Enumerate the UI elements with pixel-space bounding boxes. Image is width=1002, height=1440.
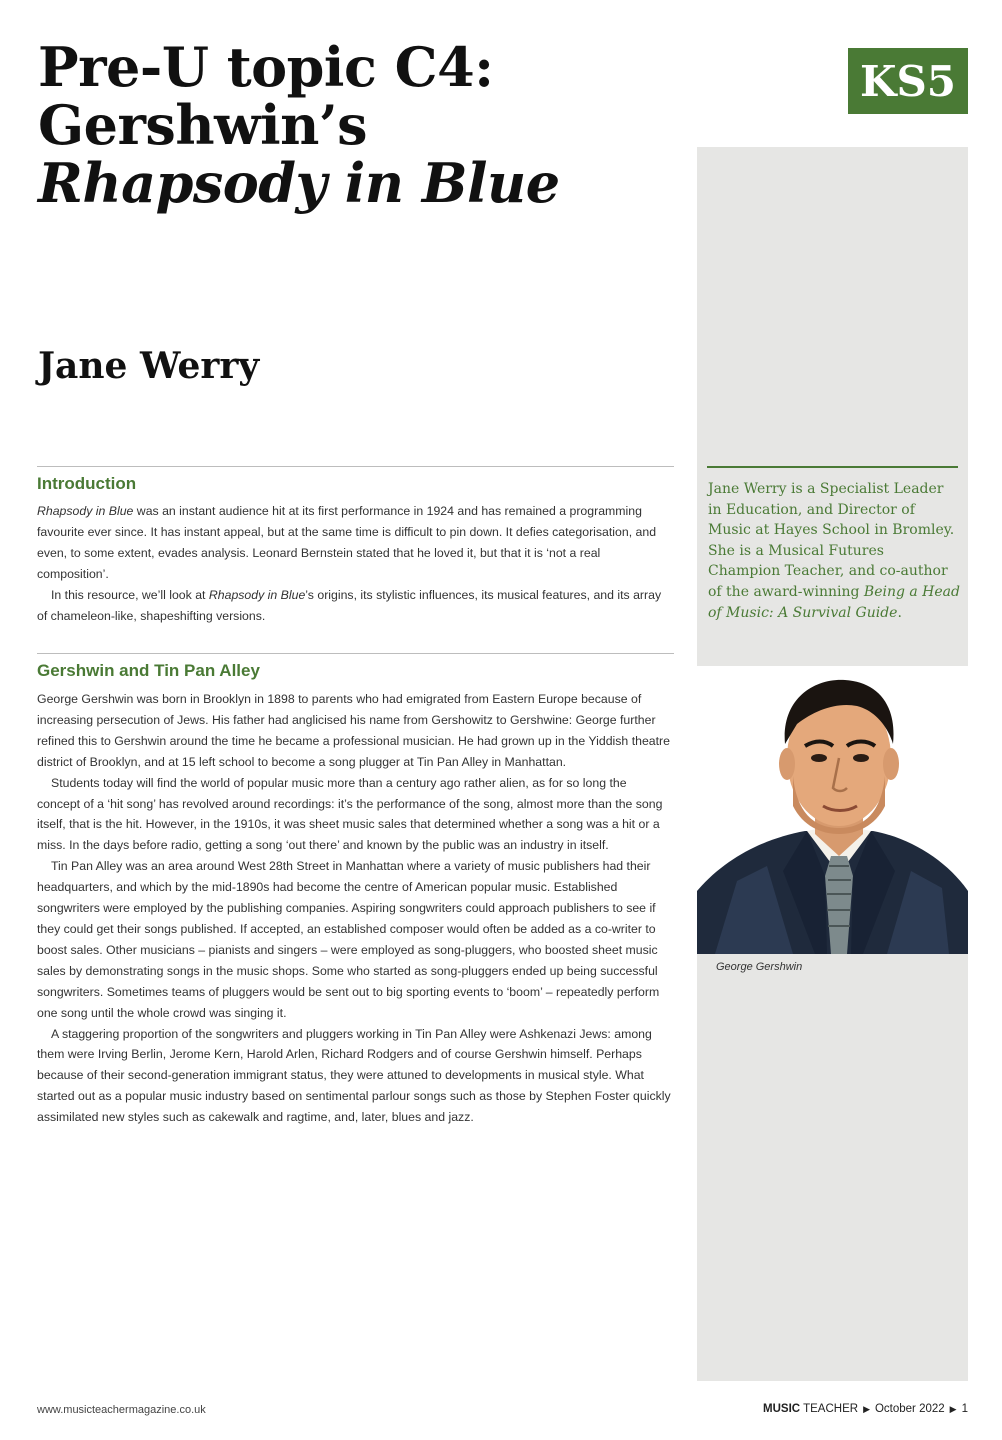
intro-p1-text: was an instant audience hit at its first performance in 1924 and has remained a programming favourite ever since. It has instant appeal, but at the same time is difficult to pin down. It defies categorisation, and even, to some extent, evades analysis. Leonard Bernstein stated that he loved it, but that it is ‘not a real composition’. <box>37 504 657 581</box>
section-divider-2 <box>37 653 674 654</box>
portrait-svg <box>697 666 968 954</box>
title-line-2: Gershwin’s <box>38 93 368 157</box>
body-paragraph-3: Tin Pan Alley was an area around West 28th Street in Manhattan where a variety of music publishers had their headquarters, and which by the mid-1890s had become the centre of American popular music. Established songwriters were employed by the publishing companies. Aspiring songwriters could approach publishers to see if they could get their songs published. If accepted, an established composer would often be added as a co-writer to boost sales. Other musicians – pianists and singers – were employed as song-pluggers, who boosted sheet music sales by demonstrating songs in the music shops. Some who started as song-pluggers ended up being successful songwriters. Sometimes teams of pluggers would be sent out to big sporting events to ‘boom’ – repeatedly perform one song until the whole crowd was singing it. <box>37 859 660 1020</box>
key-stage-badge: KS5 <box>848 48 968 114</box>
intro-p2-end: ’s origins, its stylistic influences, its musical features, and its array of chameleon-like, shapeshifting versions. <box>37 587 662 623</box>
tin-pan-alley-body <box>37 689 673 1128</box>
footer-brand-rest: TEACHER <box>803 1403 859 1415</box>
footer-url: www.musicteachermagazine.co.uk <box>37 1404 206 1416</box>
footer-brand-bold: MUSIC <box>763 1403 801 1415</box>
portrait-caption: George Gershwin <box>716 961 803 973</box>
title-line-1: Pre-U topic C4: <box>38 35 494 99</box>
introduction-body <box>37 501 673 626</box>
triangle-right-icon: ▶ <box>949 1403 957 1414</box>
footer-brand <box>763 1403 858 1415</box>
intro-p1-italic: Rhapsody in Blue <box>37 504 134 518</box>
intro-paragraph-2 <box>37 585 673 627</box>
body-paragraph-1: George Gershwin was born in Brooklyn in 1898 to parents who had emigrated from Eastern Europe because of increasing persecution of Jews. His father had anglicised his name from Gershowitz to Gershwine: George further refined this to Gershwin around the time he became a professional musician. He had grown up in the Yiddish theatre district of Brooklyn, and at 15 left school to become a song plugger at Tin Pan Alley in Manhattan. <box>37 692 670 769</box>
author-bio <box>708 479 960 623</box>
body-paragraph-2: Students today will find the world of popular music more than a century ago rather alien, as for so long the concept of a ‘hit song’ has revolved around recordings: it’s the performance of the song, almost more than the song itself, that is the hit. However, in the 1910s, it was sheet music sales that determined whether a song was a hit or a miss. In the days before radio, getting a song ‘out there’ and known by the public was an industry in itself. <box>37 775 663 853</box>
section-heading-introduction: Introduction <box>37 474 137 493</box>
bio-end: . <box>897 604 902 621</box>
portrait-illustration <box>697 666 968 954</box>
author-name: Jane Werry <box>38 345 260 387</box>
intro-p2-start: In this resource, we’ll look at <box>51 587 209 602</box>
body-paragraph-4: A staggering proportion of the songwriters and pluggers working in Tin Pan Alley were Ashkenazi Jews: among them were Irving Berlin, Jerome Kern, Harold Arlen, Richard Rodgers and of course Gershwin himself. Perhaps because of their second-generation immigrant status, they were attuned to developments in musical style. What started out as a popular music industry based on sentimental parlour songs such as those by Stephen Foster quickly assimilated new styles such as cakewalk and ragtime, and, later, blues and jazz. <box>37 1026 671 1125</box>
bio-divider <box>707 466 958 468</box>
section-divider-1 <box>37 466 674 467</box>
footer-page-number: 1 <box>961 1403 968 1415</box>
article-title <box>38 35 678 215</box>
footer-date: October 2022 <box>874 1403 945 1415</box>
title-line-3: Rhapsody in Blue <box>38 151 560 215</box>
intro-p2-italic: Rhapsody in Blue <box>208 587 306 602</box>
bio-text: Jane Werry is a Specialist Leader in Education, and Director of Music at Hayes School in Bromley. She is a Musical Futures Champion Teacher, and co-author of the award-winning <box>708 481 955 600</box>
section-heading-tin-pan-alley: Gershwin and Tin Pan Alley <box>37 661 260 680</box>
footer-masthead <box>763 1403 968 1415</box>
intro-paragraph-1 <box>37 501 673 585</box>
triangle-right-icon: ▶ <box>863 1403 870 1414</box>
bio-book-title: Being a Head of Music: A Survival Guide <box>708 583 960 621</box>
